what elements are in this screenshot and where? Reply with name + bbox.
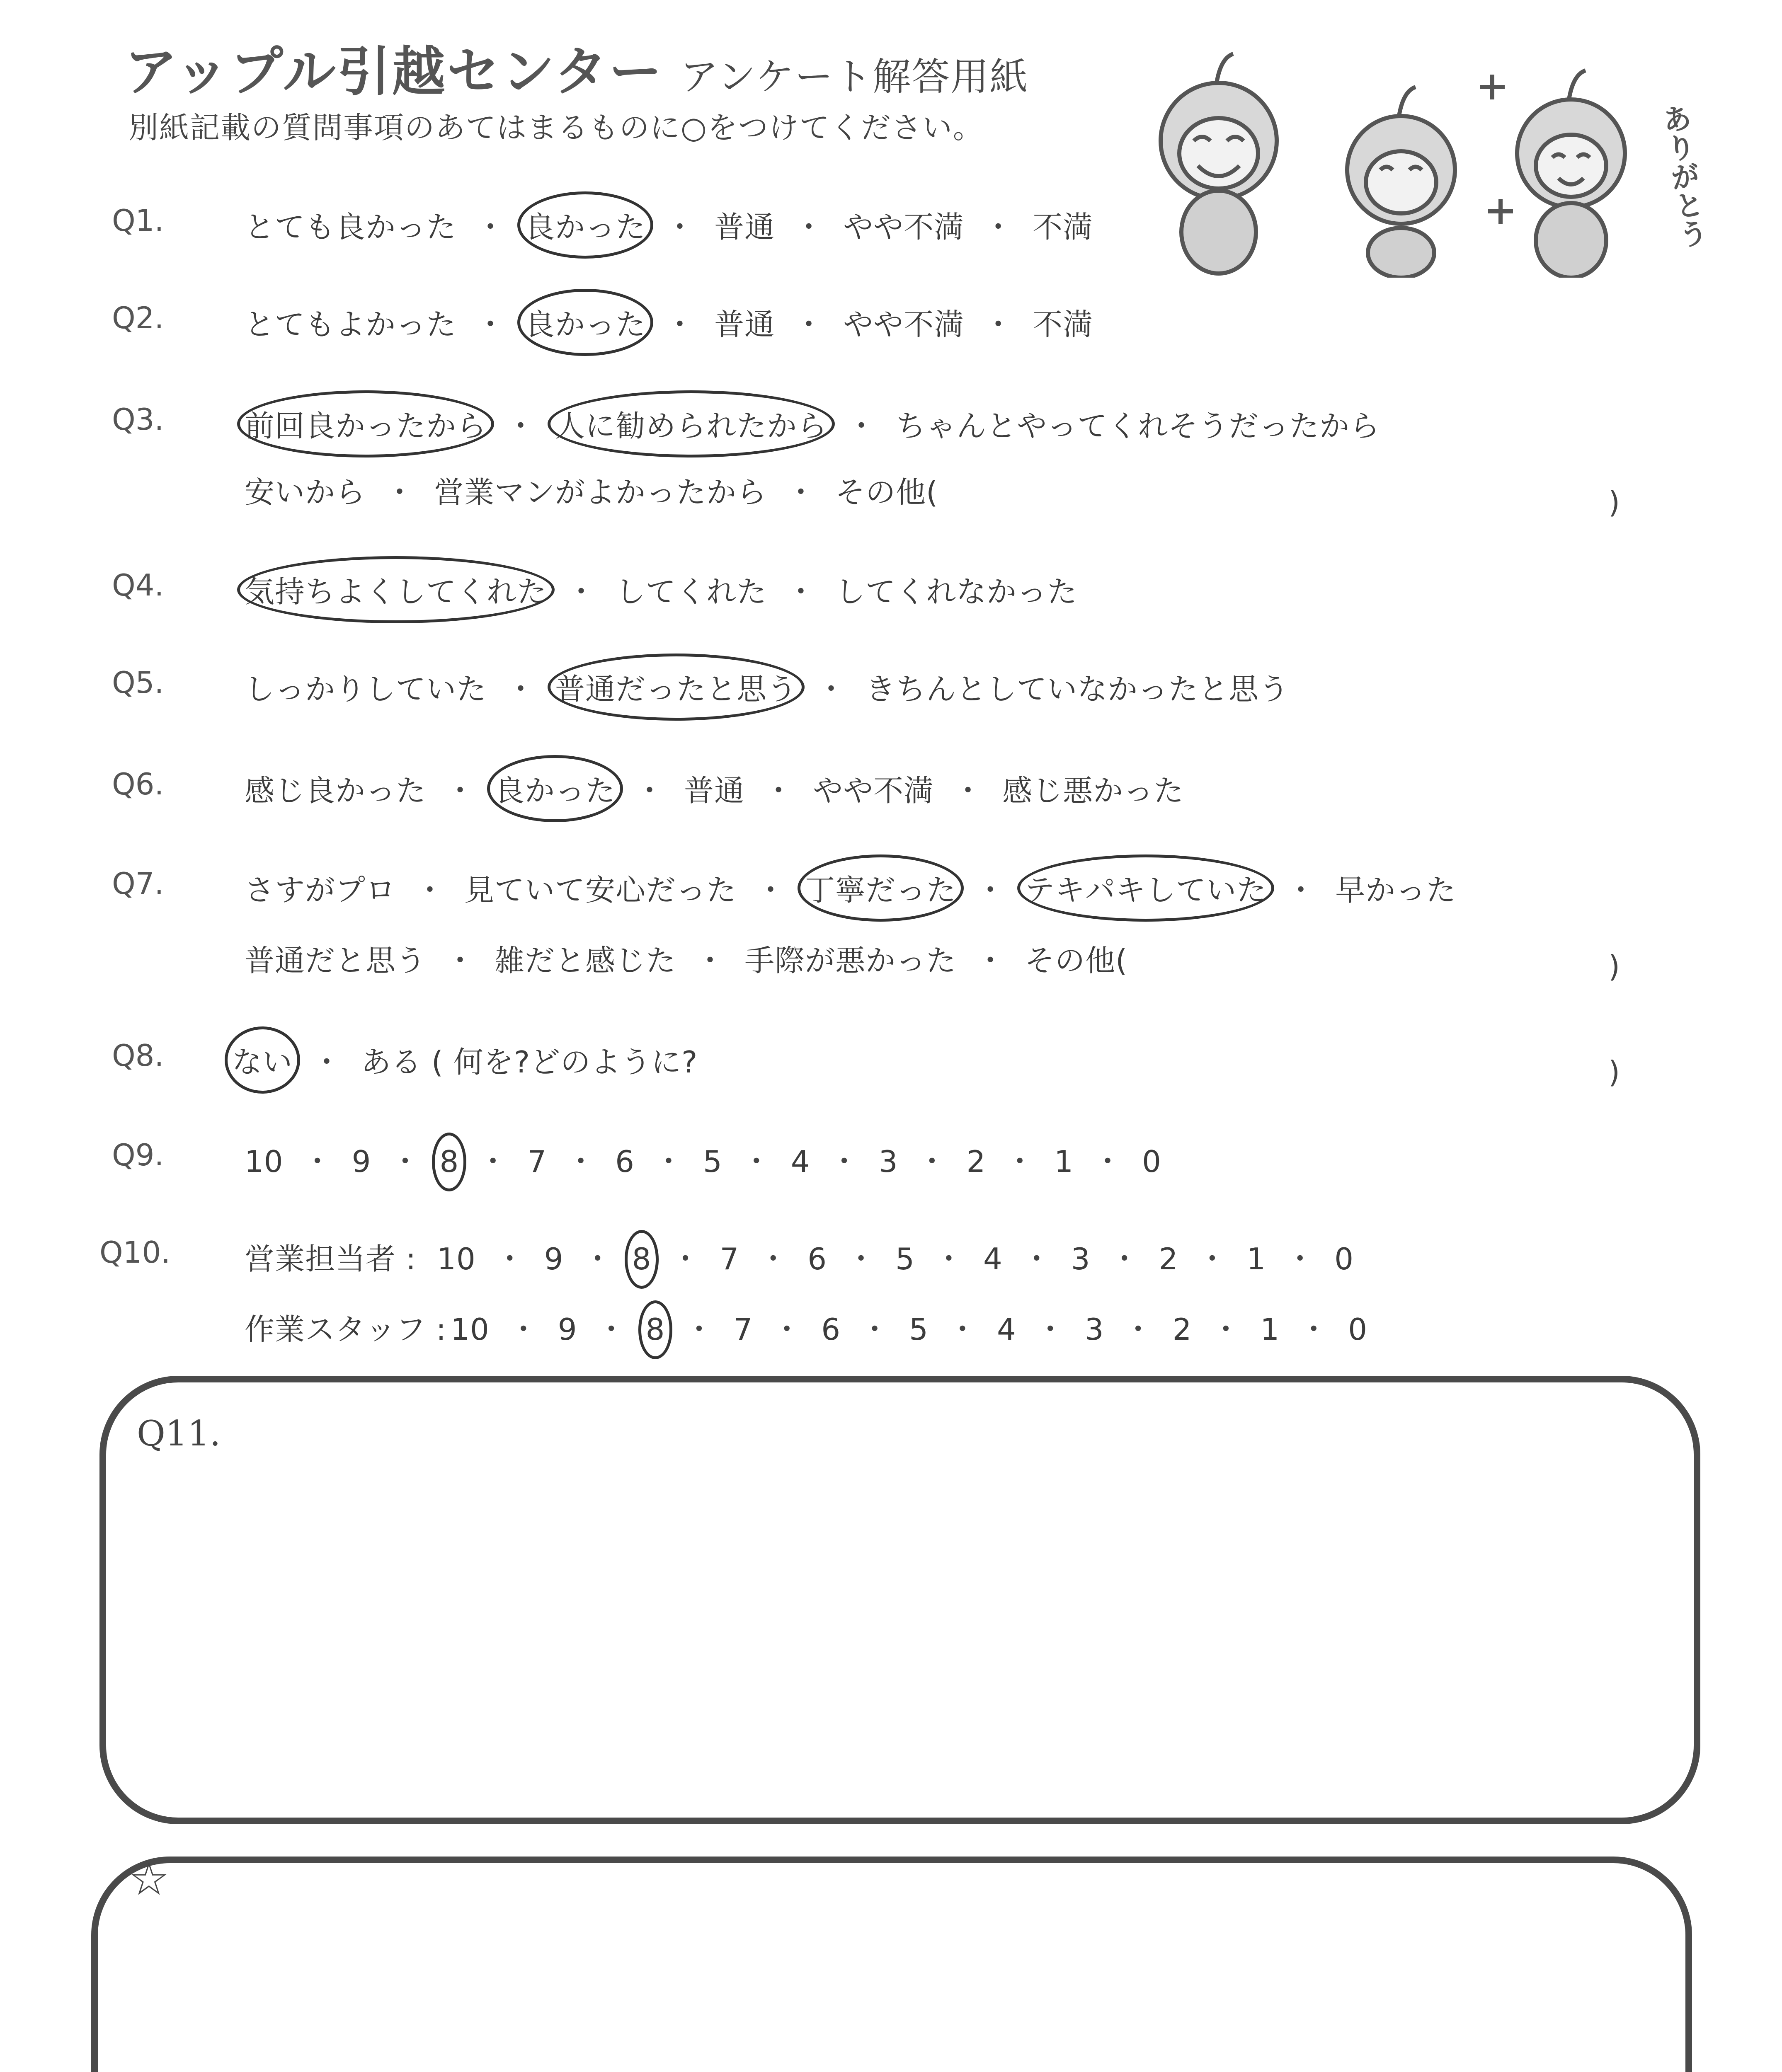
option-row: 気持ちよくしてくれた ・ してくれた ・ してくれなかった [245,568,1077,611]
option-row: 安いから ・ 営業マンがよかったから ・ その他( [245,468,938,511]
score-2[interactable]: 2 [1159,1242,1178,1276]
question-q3 [0,402,1782,539]
question-label: Q4. [112,568,164,603]
score-5[interactable]: 5 [909,1312,929,1347]
option-selected[interactable]: ない [232,1038,293,1081]
question-label: Q7. [112,866,164,901]
score-0[interactable]: 0 [1334,1242,1354,1276]
question-q2 [0,300,1782,367]
instructions: 別紙記載の質問事項のあてはまるものに○をつけてください。 [128,110,984,145]
score-2[interactable]: 2 [1172,1312,1192,1347]
score-0[interactable]: 0 [1142,1144,1161,1179]
score-8-selected[interactable]: 8 [632,1242,652,1276]
question-label: Q9. [112,1138,164,1172]
option-row: 感じ良かった ・ 良かった ・ 普通 ・ やや不満 ・ 感じ悪かった [245,767,1184,810]
score-row-sales: 営業担当者 : 10 ・ 9 ・ 8 ・ 7 ・ 6 ・ 5 ・ 4 ・ 3 ・ 2 ・ 1 ・ 0 [245,1235,1354,1278]
option[interactable]: してくれた [616,574,767,609]
option[interactable]: 手際が悪かった [744,943,957,978]
row-prefix: 作業スタッフ : [245,1312,447,1347]
question-label: Q2. [112,300,164,335]
question-q10 [0,1235,1782,1368]
option-row: 前回良かったから ・ 人に勧められたから ・ ちゃんとやってくれそうだったから [245,402,1380,445]
option-row: 普通だと思う ・ 雑だと感じた ・ 手際が悪かった ・ その他( [245,937,1127,980]
score-4[interactable]: 4 [996,1312,1016,1347]
score-10[interactable]: 10 [437,1242,476,1276]
option-selected[interactable]: 普通だったと思う [555,665,797,708]
option[interactable]: 感じ悪かった [1002,773,1184,808]
score-5[interactable]: 5 [895,1242,915,1276]
option[interactable]: してくれなかった [835,574,1078,609]
option-selected[interactable]: 人に勧められたから [555,402,827,445]
score-7[interactable]: 7 [527,1144,547,1179]
score-8-selected[interactable]: 8 [439,1144,459,1179]
score-5[interactable]: 5 [703,1144,722,1179]
score-2[interactable]: 2 [966,1144,986,1179]
question-label: Q1. [112,203,164,238]
closing-paren: ) [1608,949,1620,984]
score-1[interactable]: 1 [1260,1312,1280,1347]
form-title [124,29,1028,105]
row-prefix: 営業担当者 : [245,1242,417,1276]
option[interactable]: 普通 [684,773,745,808]
option[interactable]: 早かった [1335,873,1457,908]
option[interactable]: とても良かった [245,210,457,244]
score-6[interactable]: 6 [615,1144,635,1179]
option-selected[interactable]: 良かった [525,300,646,344]
option[interactable]: ある ( 何を?どのように? [361,1045,698,1080]
option[interactable]: 雑だと感じた [495,943,676,978]
option-selected[interactable]: 前回良かったから [245,402,487,445]
q11-label: Q11. [137,1413,221,1454]
question-q7 [0,866,1782,1003]
score-row-staff: 作業スタッフ : 10 ・ 9 ・ 8 ・ 7 ・ 6 ・ 5 ・ 4 ・ 3 ・ 2 ・ 1 ・ 0 [245,1305,1367,1348]
option-selected[interactable]: 丁寧だった [805,866,956,909]
question-q5 [0,665,1782,731]
score-1[interactable]: 1 [1054,1144,1074,1179]
option-row: とても良かった ・ 良かった ・ 普通 ・ やや不満 ・ 不満 [245,203,1093,246]
score-4[interactable]: 4 [983,1242,1003,1276]
score-0[interactable]: 0 [1348,1312,1368,1347]
option[interactable]: 不満 [1033,210,1093,244]
form-subtitle: アンケート解答用紙 [680,55,1029,99]
option-selected[interactable]: テキパキしていた [1025,866,1267,909]
score-3[interactable]: 3 [878,1144,898,1179]
option-row: ない ・ ある ( 何を?どのように? [232,1038,698,1081]
option[interactable]: きちんとしていなかったと思う [866,672,1290,707]
option[interactable]: しっかりしていた [245,672,487,707]
company-name: アップル引越センター [124,41,664,103]
score-scale: 10 ・ 9 ・ 8 ・ 7 ・ 6 ・ 5 ・ 4 ・ 3 ・ 2 ・ 1 ・ 0 [245,1144,1161,1179]
score-10[interactable]: 10 [451,1312,490,1347]
score-9[interactable]: 9 [544,1242,564,1276]
score-7[interactable]: 7 [733,1312,753,1347]
question-q9 [0,1138,1782,1204]
closing-paren: ) [1608,1055,1620,1089]
star-label: ☆ [128,1852,170,1905]
option[interactable]: 普通 [714,307,775,342]
option[interactable]: やや不満 [813,773,934,808]
question-q1 [0,203,1782,269]
score-6[interactable]: 6 [807,1242,827,1276]
option[interactable]: やや不満 [843,210,965,244]
option[interactable]: 営業マンがよかったから [434,475,767,510]
option-row: しっかりしていた ・ 普通だったと思う ・ きちんとしていなかったと思う [245,665,1289,708]
option[interactable]: とてもよかった [245,307,457,342]
score-8-selected[interactable]: 8 [645,1312,665,1347]
question-q8 [0,1038,1782,1104]
option[interactable]: 感じ良かった [245,773,427,808]
question-q6 [0,767,1782,833]
question-label: Q6. [112,767,164,801]
option-selected[interactable]: 気持ちよくしてくれた [245,568,547,611]
option[interactable]: 見ていて安心だった [464,873,737,908]
option-other[interactable]: その他( [835,475,938,510]
option[interactable]: さすがプロ [245,873,396,908]
question-label: Q5. [112,665,164,700]
question-q4 [0,568,1782,634]
option-row: とてもよかった ・ 良かった ・ 普通 ・ やや不満 ・ 不満 [245,300,1093,344]
question-label: Q8. [112,1038,164,1073]
option[interactable]: ちゃんとやってくれそうだったから [896,409,1380,443]
score-10[interactable]: 10 [245,1144,284,1179]
score-6[interactable]: 6 [821,1312,841,1347]
option-selected[interactable]: 良かった [525,203,646,246]
q11-comment-box[interactable] [99,1376,1700,1824]
question-label: Q3. [112,402,164,437]
score-7[interactable]: 7 [720,1242,739,1276]
closing-paren: ) [1608,485,1620,520]
option[interactable]: 普通だと思う [245,943,427,978]
score-3[interactable]: 3 [1071,1242,1091,1276]
score-9[interactable]: 9 [558,1312,577,1347]
option[interactable]: 普通 [714,210,775,244]
question-label: Q10. [99,1235,171,1270]
score-3[interactable]: 3 [1084,1312,1104,1347]
score-4[interactable]: 4 [790,1144,810,1179]
option-selected[interactable]: 良かった [495,767,616,810]
score-9[interactable]: 9 [352,1144,371,1179]
option[interactable]: 安いから [245,475,366,510]
option-row: さすがプロ ・ 見ていて安心だった ・ 丁寧だった ・ テキパキしていた ・ 早かった [245,866,1456,909]
option[interactable]: 不満 [1033,307,1093,342]
option-other[interactable]: その他( [1025,943,1128,978]
option[interactable]: やや不満 [843,307,965,342]
free-comment-box[interactable] [91,1857,1692,2072]
thanks-text: ありがとう [1656,102,1710,251]
score-1[interactable]: 1 [1246,1242,1266,1276]
